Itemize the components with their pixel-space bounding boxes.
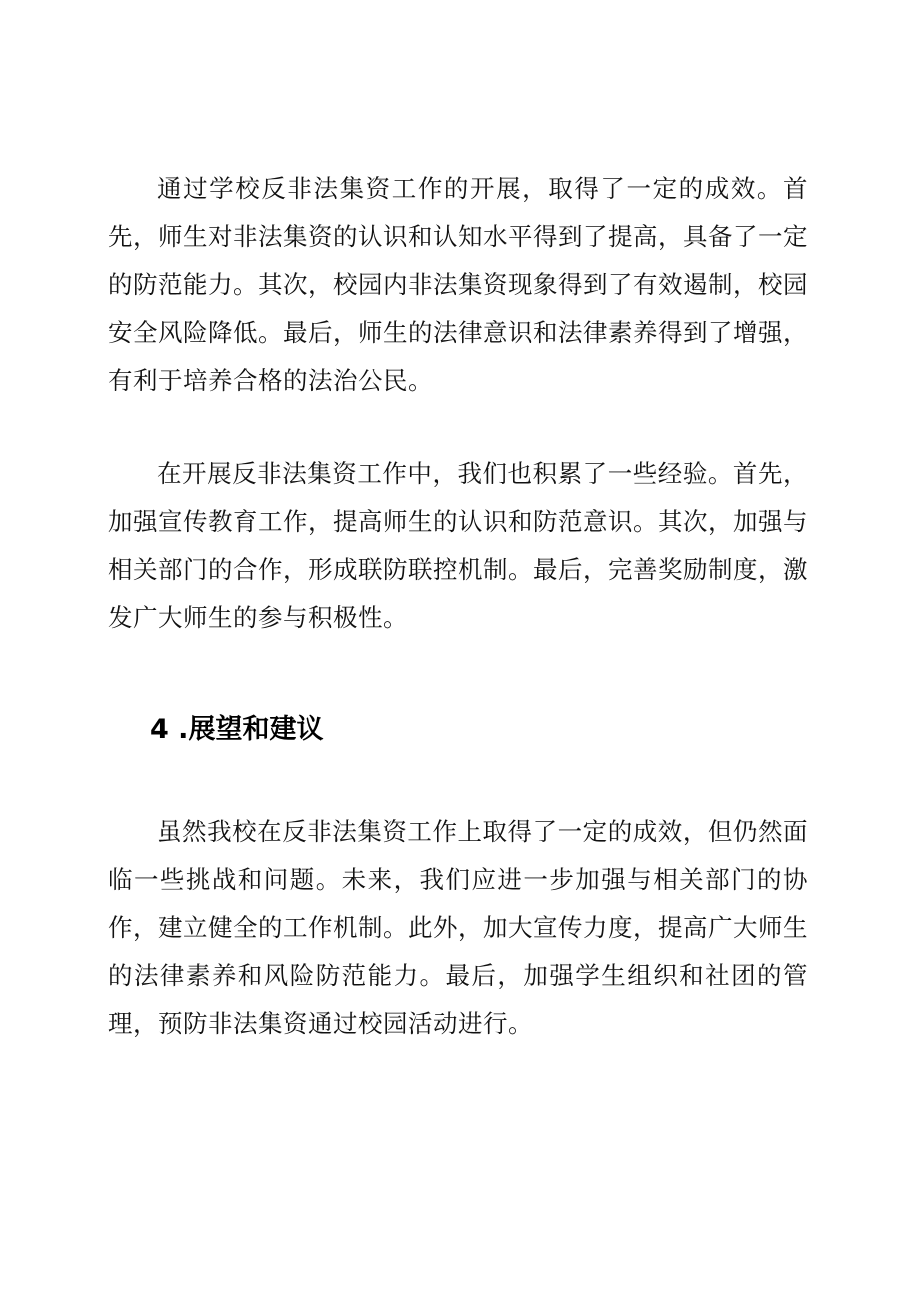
paragraph-outlook: 虽然我校在反非法集资工作上取得了一定的成效，但仍然面临一些挑战和问题。未来，我们应进一步加强与相关部门的协作，建立健全的工作机制。此外，加大宣传力度，提高广大师生的法律素养和风险防范能力。最后，加强学生组织和社团的管理，预防非法集资通过校园活动进行。 xyxy=(108,817,808,1038)
paragraph-experience: 在开展反非法集资工作中，我们也积累了一些经验。首先，加强宣传教育工作，提高师生的认识和防范意识。其次，加强与相关部门的合作，形成联防联控机制。最后，完善奖励制度，激发广大师生的参与积极性。 xyxy=(108,459,808,632)
paragraph-results: 通过学校反非法集资工作的开展，取得了一定的成效。首先，师生对非法集资的认识和认知水平得到了提高，具备了一定的防范能力。其次，校园内非法集资现象得到了有效遏制，校园安全风险降低。最后，师生的法律意识和法律素养得到了增强，有利于培养合格的法治公民。 xyxy=(108,174,808,395)
section-heading-outlook: 4 .展望和建议 xyxy=(150,714,324,745)
